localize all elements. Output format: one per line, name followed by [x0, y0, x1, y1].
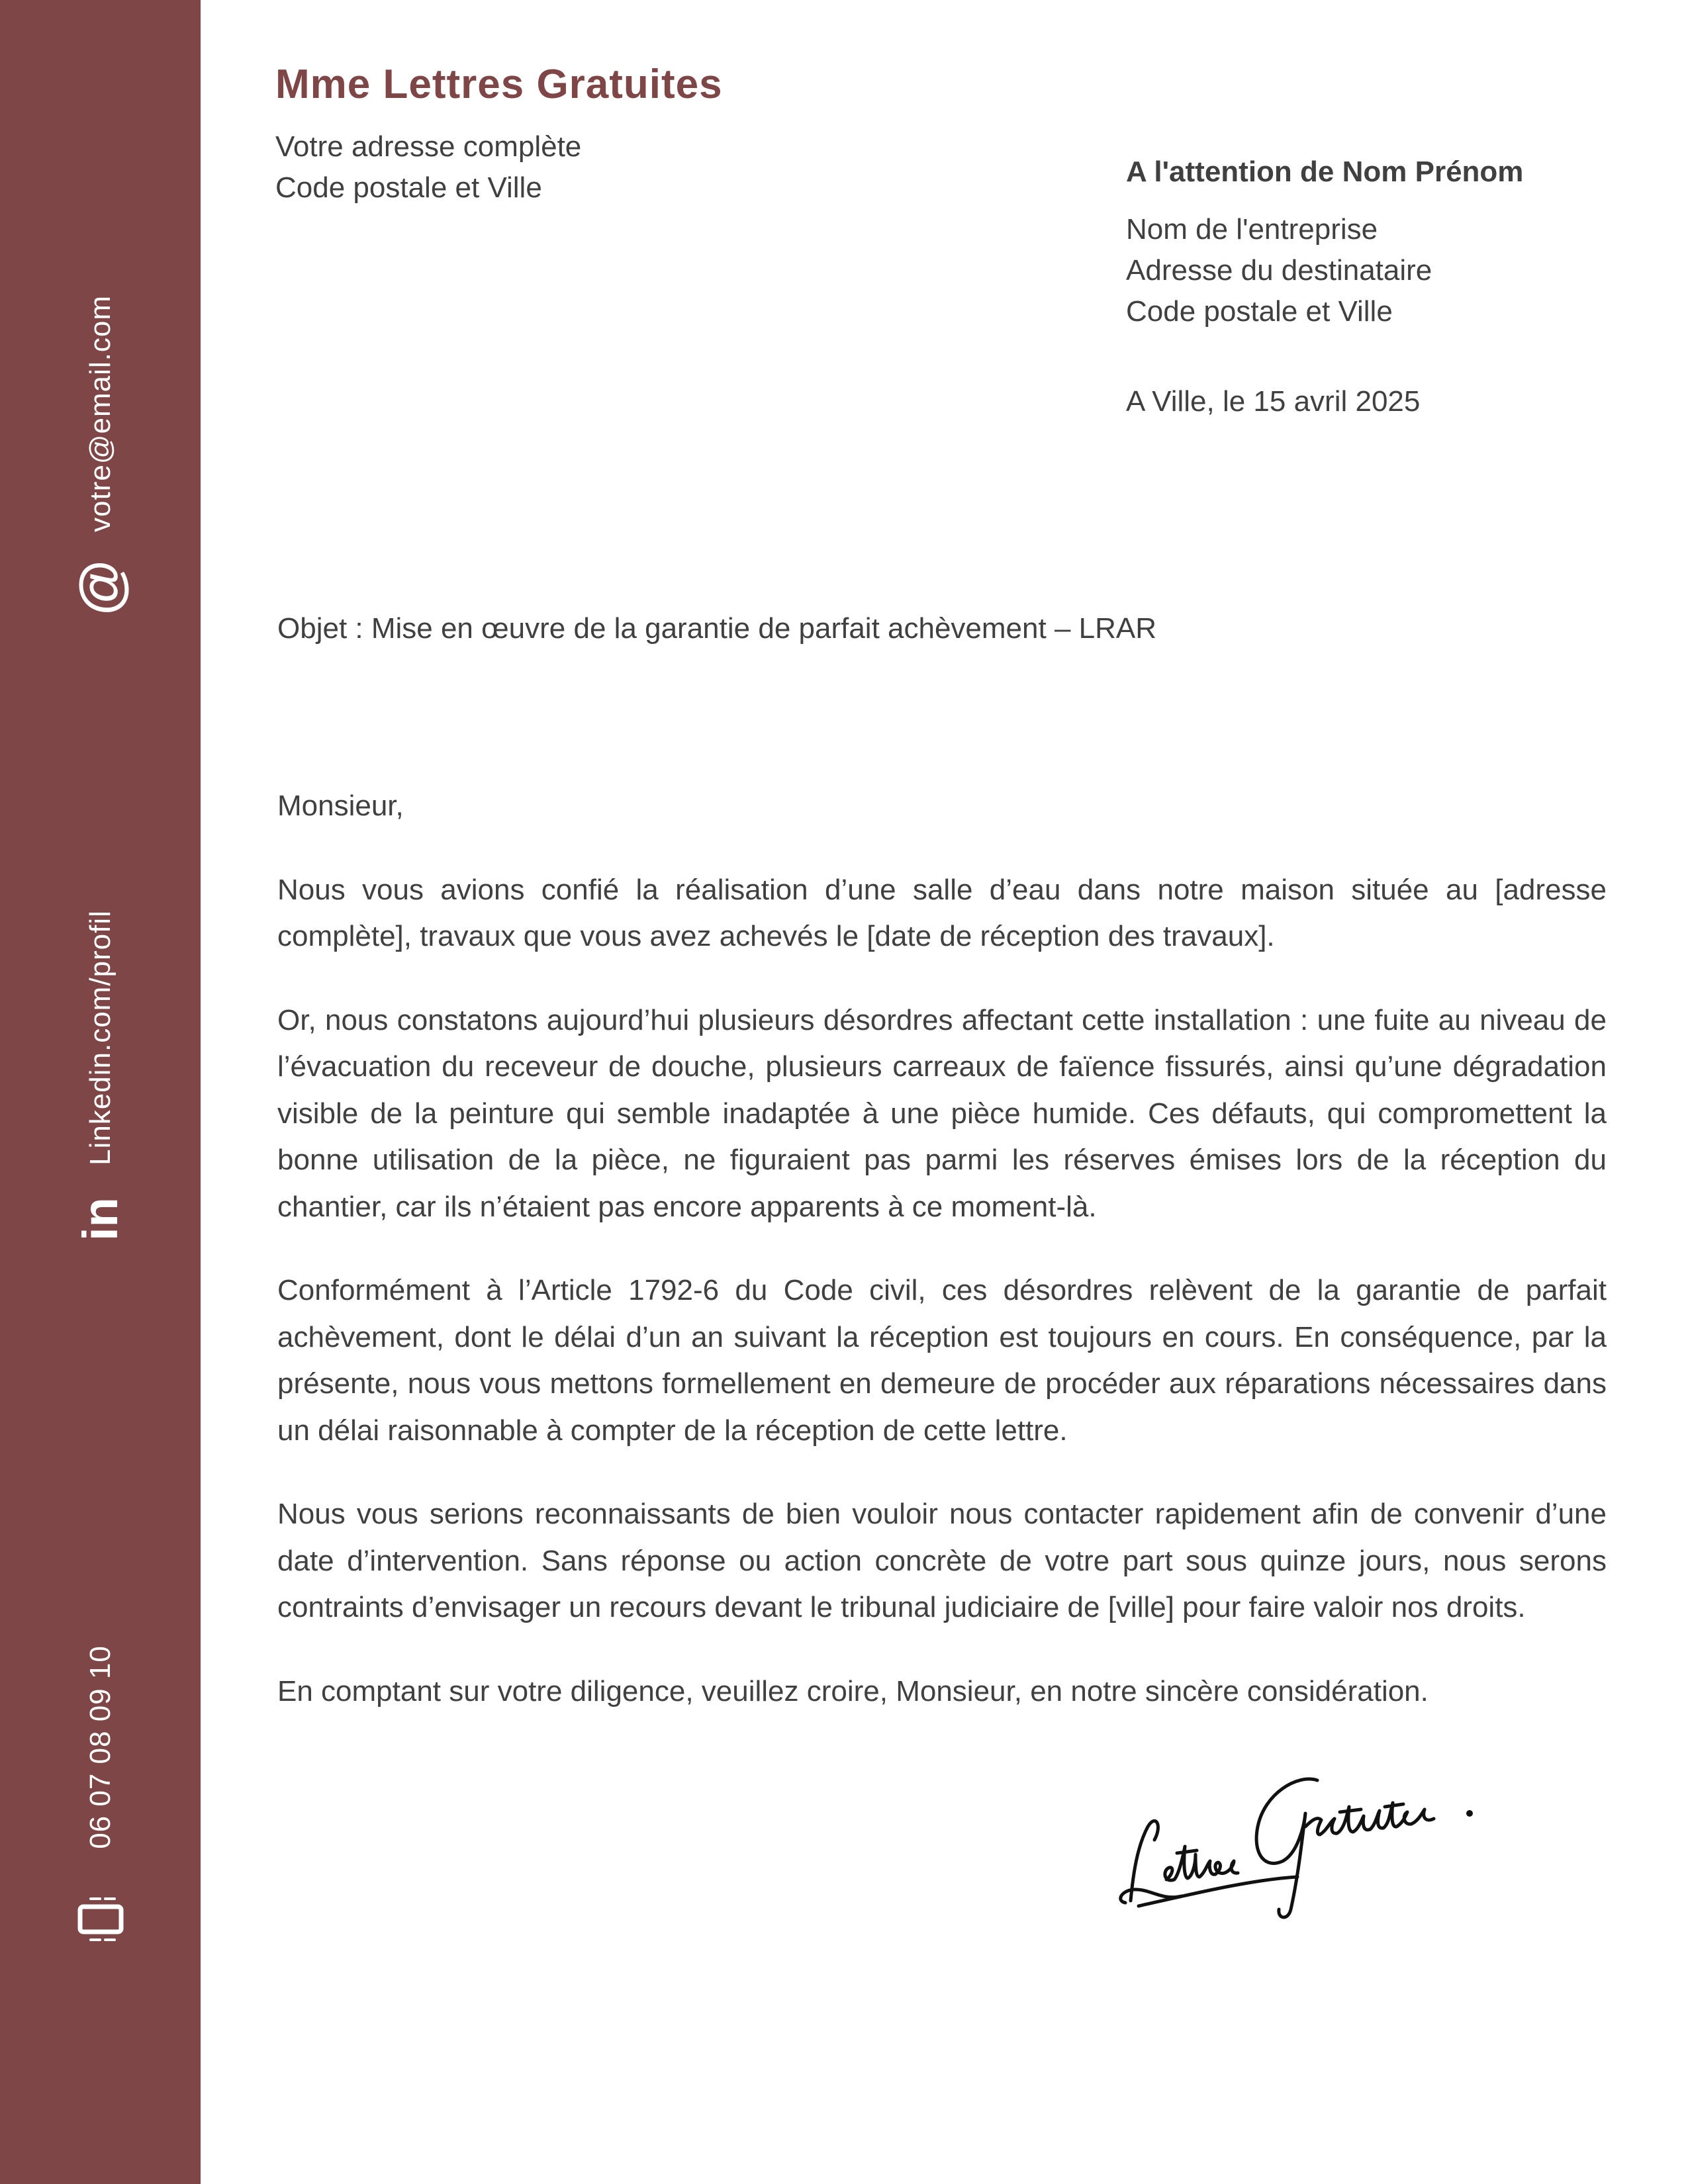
- paragraph-defects: Or, nous constatons aujourd’hui plusieurs désordres affectant cette installation : une fuite au niveau de l’évacuation du receveur de douche, plusieurs carreaux de faïence fissurés, ainsi qu’une dégradation visible de la peinture qui semble inadaptée à une pièce humide. Ces défauts, qui compromettent la bonne utilisation de la pièce, ne figuraient pas parmi les réserves émises lors de la réception du chantier, car ils n’étaient pas encore apparents à ce moment-là.: [277, 1003, 1607, 1223]
- contact-sidebar: [0, 0, 201, 2184]
- salutation: Monsieur,: [277, 790, 404, 822]
- handwritten-signature: [1099, 1747, 1483, 1919]
- sidebar-linkedin[interactable]: Linkedin.com/profil: [84, 910, 117, 1165]
- sender-address-block: [275, 126, 581, 208]
- recipient-address-block: [1126, 209, 1523, 332]
- sidebar-phone[interactable]: 06 07 08 09 10: [84, 1645, 117, 1849]
- place-date: A Ville, le 15 avril 2025: [1126, 385, 1421, 418]
- paragraph-closing: En comptant sur votre diligence, veuillez croire, Monsieur, en notre sincère considération.: [277, 1674, 1429, 1707]
- linkedin-icon: in: [73, 1197, 128, 1241]
- recipient-attention: A l'attention de Nom Prénom: [1126, 156, 1524, 188]
- paragraph-request: Nous vous serions reconnaissants de bien vouloir nous contacter rapidement afin de convenir d’une date d’intervention. Sans réponse ou action concrète de votre part sous quinze jours, nous serons contraints d’envisager un recours devant le tribunal judiciaire de [ville] pour faire valoir nos droits.: [277, 1498, 1607, 1623]
- sender-city: Code postale et Ville: [275, 171, 542, 204]
- paragraph-intro: Nous vous avions confié la réalisation d’une salle d’eau dans notre maison située au [adresse complète], travaux que vous avez achevés le [date de réception des travaux].: [277, 873, 1607, 952]
- recipient-company: Nom de l'entreprise: [1126, 213, 1378, 246]
- sender-address: Votre adresse complète: [275, 130, 582, 163]
- recipient-city: Code postale et Ville: [1126, 295, 1393, 328]
- at-icon: @: [69, 560, 132, 615]
- recipient-block: [1126, 154, 1523, 422]
- letter-body: [277, 783, 1607, 1752]
- sender-name: Mme Lettres Gratuites: [275, 62, 723, 107]
- paragraph-legal-basis: Conformément à l’Article 1792-6 du Code civil, ces désordres relèvent de la garantie de parfait achèvement, dont le délai d’un an suivant la réception est toujours en cours. En conséquence, par la présente, nous vous mettons formellement en demeure de procéder aux réparations nécessaires dans un délai raisonnable à compter de la réception de cette lettre.: [277, 1274, 1607, 1447]
- letter-subject: Objet : Mise en œuvre de la garantie de parfait achèvement – LRAR: [277, 612, 1157, 645]
- recipient-address: Adresse du destinataire: [1126, 254, 1432, 287]
- phone-icon: [71, 1896, 130, 1942]
- sidebar-email[interactable]: votre@email.com: [84, 295, 117, 532]
